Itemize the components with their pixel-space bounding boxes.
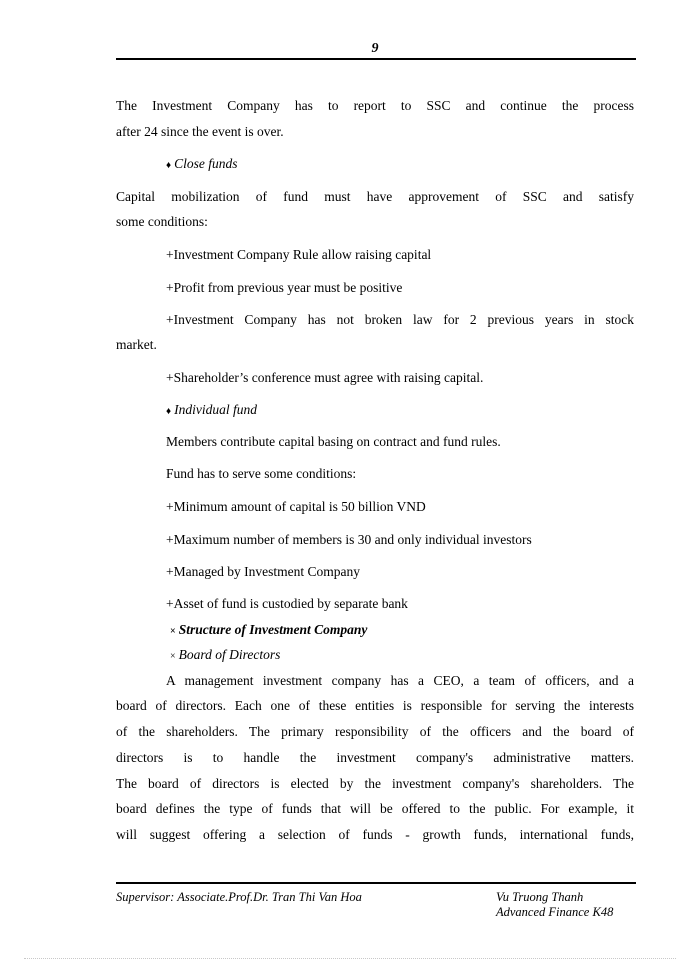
footer-course: Advanced Finance K48 <box>496 905 614 919</box>
page-edge-divider <box>24 958 676 959</box>
body-line: The Investment Company has to report to SSC and continue the process <box>116 98 634 113</box>
body-line: Fund has to serve some conditions: <box>166 466 357 481</box>
list-item-continuation: market. <box>116 337 157 352</box>
page-number: 9 <box>371 41 379 56</box>
paragraph-line: directors is to handle the investment company's administrative matters. <box>116 750 634 765</box>
list-item: +Profit from previous year must be positive <box>166 280 403 295</box>
list-item: +Investment Company Rule allow raising capital <box>166 247 432 262</box>
list-item: +Minimum amount of capital is 50 billion VND <box>166 499 426 514</box>
list-item: +Shareholder’s conference must agree with raising capital. <box>166 370 484 385</box>
subheading-close-funds <box>166 156 238 174</box>
header-rule <box>116 58 636 60</box>
diamond-bullet-icon: ♦ <box>166 160 172 171</box>
section-heading-text: Board of Directors <box>178 647 281 662</box>
list-item: +Investment Company has not broken law for 2 previous years in stock <box>166 312 634 327</box>
subheading-individual-fund <box>166 402 257 420</box>
body-line: some conditions: <box>116 214 208 229</box>
diamond-bullet-icon: ♦ <box>166 406 172 417</box>
section-heading-structure <box>170 622 367 640</box>
paragraph-line: A management investment company has a CEO, a team of officers, and a <box>166 673 634 688</box>
paragraph-line: board defines the type of funds that will be offered to the public. For example, it <box>116 801 634 816</box>
list-item: +Maximum number of members is 30 and only individual investors <box>166 532 532 547</box>
cross-bullet-icon: × <box>170 651 176 662</box>
list-item: +Managed by Investment Company <box>166 564 360 579</box>
footer-supervisor: Supervisor: Associate.Prof.Dr. Tran Thi Van Hoa <box>116 890 362 904</box>
paragraph-line: will suggest offering a selection of funds - growth funds, international funds, <box>116 827 634 842</box>
section-heading-board <box>170 647 280 665</box>
body-line: Capital mobilization of fund must have approvement of SSC and satisfy <box>116 189 634 204</box>
subheading-text: Individual fund <box>174 402 257 417</box>
paragraph-line: The board of directors is elected by the investment company's shareholders. The <box>116 776 634 791</box>
footer-rule <box>116 882 636 884</box>
cross-bullet-icon: × <box>170 626 176 637</box>
paragraph-line: board of directors. Each one of these entities is responsible for serving the interests <box>116 698 634 713</box>
paragraph-line: of the shareholders. The primary responsibility of the officers and the board of <box>116 724 634 739</box>
footer-author-block <box>496 890 613 920</box>
footer-author: Vu Truong Thanh <box>496 890 584 904</box>
body-line: Members contribute capital basing on contract and fund rules. <box>166 434 501 449</box>
section-heading-text: Structure of Investment Company <box>178 622 368 637</box>
list-item: +Asset of fund is custodied by separate bank <box>166 596 408 611</box>
subheading-text: Close funds <box>174 156 238 171</box>
body-line: after 24 since the event is over. <box>116 124 284 139</box>
